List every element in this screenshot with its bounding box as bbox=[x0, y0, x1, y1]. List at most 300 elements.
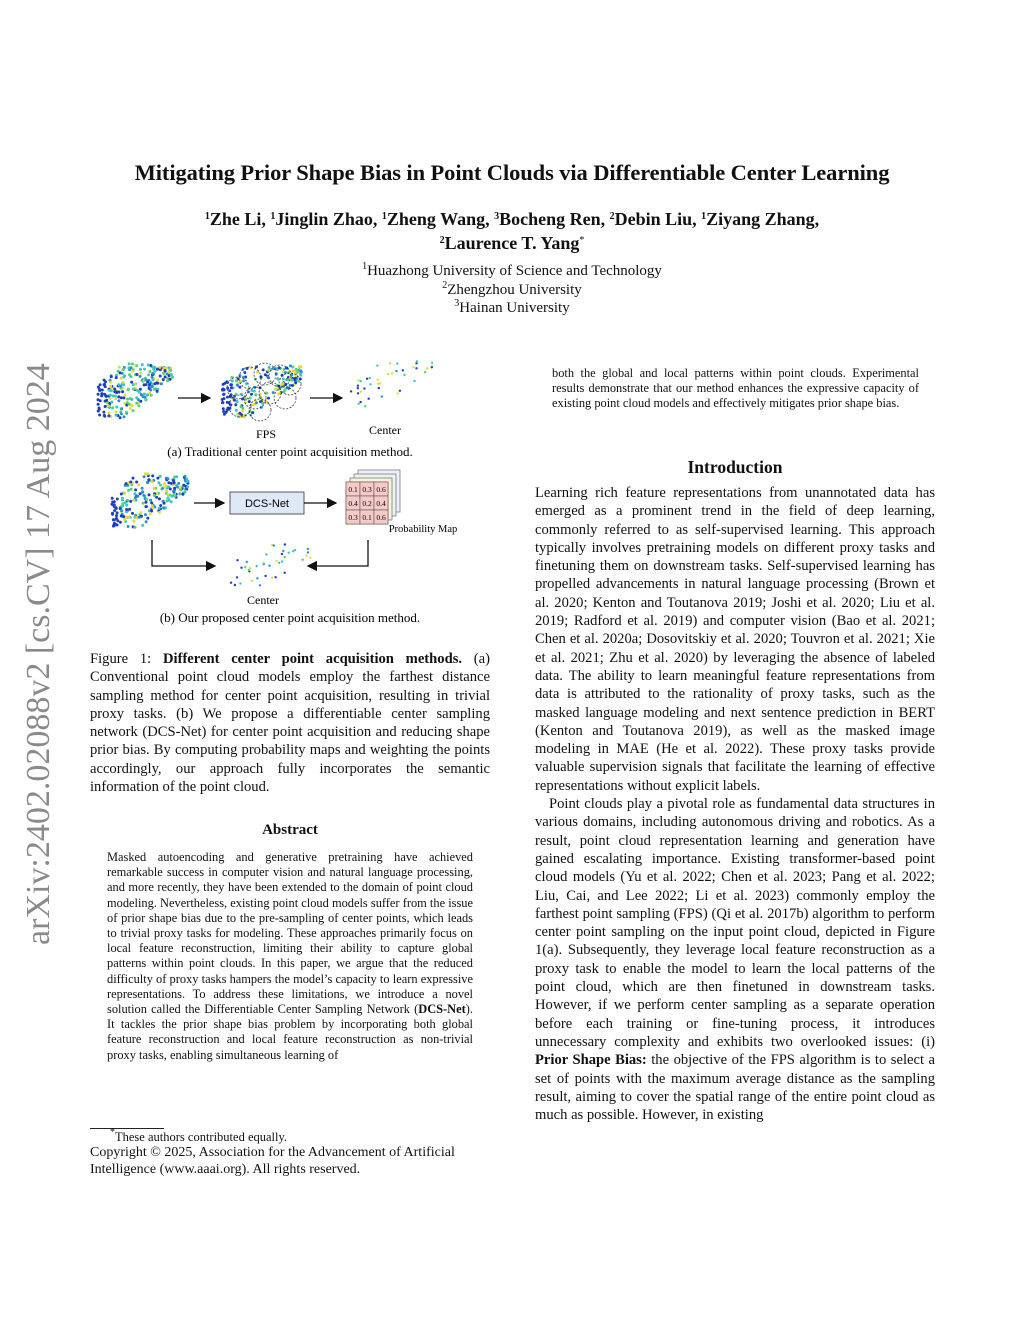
point bbox=[376, 364, 378, 366]
point bbox=[268, 565, 270, 567]
point bbox=[164, 376, 167, 379]
point bbox=[116, 498, 119, 501]
point bbox=[129, 481, 132, 484]
point bbox=[271, 577, 273, 579]
point bbox=[97, 386, 100, 389]
point bbox=[357, 387, 359, 389]
author: $^2$Debin Liu, bbox=[609, 209, 697, 229]
point bbox=[107, 414, 110, 417]
point bbox=[184, 475, 187, 478]
point bbox=[221, 398, 224, 401]
author: $^1$Ziyang Zhang, bbox=[701, 209, 820, 229]
arrow-b3 bbox=[152, 540, 215, 566]
point bbox=[133, 520, 136, 523]
point bbox=[262, 368, 265, 371]
point bbox=[186, 485, 189, 488]
point bbox=[226, 396, 229, 399]
point bbox=[158, 511, 161, 514]
point bbox=[305, 554, 307, 556]
point bbox=[125, 508, 128, 511]
point bbox=[379, 382, 381, 384]
point bbox=[125, 482, 128, 485]
point bbox=[120, 509, 123, 512]
point bbox=[292, 369, 295, 372]
point bbox=[230, 386, 233, 389]
point bbox=[101, 389, 104, 392]
point bbox=[156, 379, 159, 382]
point bbox=[98, 389, 101, 392]
affiliation: $^1$Huazhong University of Science and Technology bbox=[362, 261, 662, 279]
point bbox=[182, 484, 185, 487]
point bbox=[111, 512, 114, 515]
point bbox=[115, 514, 118, 517]
point bbox=[250, 389, 253, 392]
point bbox=[288, 552, 290, 554]
point bbox=[249, 567, 251, 569]
point bbox=[104, 385, 107, 388]
point bbox=[151, 474, 154, 477]
point bbox=[110, 375, 113, 378]
point bbox=[121, 390, 124, 393]
point bbox=[251, 580, 253, 582]
point bbox=[119, 521, 122, 524]
point bbox=[116, 511, 119, 514]
point bbox=[228, 389, 231, 392]
point bbox=[167, 366, 170, 369]
subcaption-b: (b) Our proposed center point acquisition method. bbox=[159, 610, 421, 625]
point bbox=[297, 380, 300, 383]
point bbox=[141, 491, 144, 494]
point bbox=[149, 364, 152, 367]
point bbox=[179, 486, 182, 489]
point bbox=[115, 376, 118, 379]
point bbox=[141, 524, 144, 527]
point bbox=[364, 405, 366, 407]
point bbox=[233, 399, 236, 402]
point bbox=[109, 394, 112, 397]
point bbox=[387, 373, 389, 375]
point bbox=[153, 366, 156, 369]
point bbox=[300, 365, 303, 368]
point bbox=[115, 414, 118, 417]
point bbox=[166, 379, 169, 382]
point bbox=[399, 390, 401, 392]
point bbox=[130, 381, 133, 384]
point bbox=[97, 393, 100, 396]
point bbox=[276, 560, 278, 562]
probability-value: 0.6 bbox=[376, 485, 386, 494]
point bbox=[128, 508, 131, 511]
point bbox=[416, 360, 418, 362]
point bbox=[135, 499, 138, 502]
point bbox=[264, 575, 266, 577]
point bbox=[122, 383, 125, 386]
point bbox=[116, 519, 119, 522]
point bbox=[156, 382, 159, 385]
point bbox=[164, 369, 167, 372]
point bbox=[127, 525, 130, 528]
point bbox=[143, 383, 146, 386]
point bbox=[350, 390, 352, 392]
introduction-body bbox=[535, 484, 935, 1124]
point bbox=[121, 504, 124, 507]
point bbox=[284, 543, 286, 545]
point bbox=[122, 515, 125, 518]
point bbox=[156, 390, 159, 393]
point bbox=[261, 402, 264, 405]
point bbox=[145, 379, 148, 382]
point bbox=[222, 407, 225, 410]
point bbox=[163, 482, 166, 485]
point bbox=[158, 497, 161, 500]
point bbox=[153, 382, 156, 385]
point bbox=[291, 379, 294, 382]
center-points-a bbox=[350, 360, 433, 407]
point bbox=[278, 366, 281, 369]
point bbox=[267, 397, 270, 400]
point-cloud-input-a bbox=[97, 362, 175, 419]
point bbox=[104, 394, 107, 397]
point bbox=[239, 582, 241, 584]
point bbox=[118, 366, 121, 369]
point bbox=[149, 499, 152, 502]
arxiv-stamp: arXiv:2402.02088v2 [cs.CV] 17 Aug 2024 bbox=[20, 363, 57, 945]
point bbox=[154, 370, 157, 373]
point bbox=[363, 387, 365, 389]
point bbox=[104, 380, 107, 383]
point bbox=[250, 393, 253, 396]
point bbox=[126, 398, 129, 401]
point bbox=[368, 398, 370, 400]
point bbox=[122, 376, 125, 379]
probability-map bbox=[346, 470, 400, 524]
point bbox=[115, 507, 118, 510]
point bbox=[244, 566, 246, 568]
point bbox=[378, 387, 380, 389]
point bbox=[132, 499, 135, 502]
point bbox=[163, 502, 166, 505]
point bbox=[146, 481, 149, 484]
point bbox=[151, 506, 154, 509]
point bbox=[151, 385, 154, 388]
point bbox=[278, 562, 280, 564]
point bbox=[111, 501, 114, 504]
point bbox=[130, 488, 133, 491]
point bbox=[115, 406, 118, 409]
point bbox=[169, 488, 172, 491]
point bbox=[134, 526, 137, 529]
point bbox=[122, 381, 125, 384]
point bbox=[132, 388, 135, 391]
affiliation: $^3$Hainan University bbox=[454, 298, 570, 316]
point bbox=[170, 482, 173, 485]
point bbox=[396, 362, 398, 364]
point bbox=[158, 366, 161, 369]
point bbox=[144, 513, 147, 516]
point bbox=[127, 388, 130, 391]
point bbox=[111, 497, 114, 500]
point bbox=[177, 482, 180, 485]
point bbox=[114, 411, 117, 414]
point bbox=[395, 370, 397, 372]
point bbox=[301, 559, 303, 561]
point bbox=[158, 507, 161, 510]
point bbox=[151, 378, 154, 381]
point bbox=[143, 393, 146, 396]
point bbox=[119, 416, 122, 419]
point bbox=[112, 518, 115, 521]
point bbox=[369, 377, 371, 379]
fps-label: FPS bbox=[255, 427, 277, 441]
point bbox=[160, 382, 163, 385]
point bbox=[146, 394, 149, 397]
point bbox=[222, 410, 225, 413]
point bbox=[146, 517, 149, 520]
point bbox=[256, 565, 258, 567]
point bbox=[132, 477, 135, 480]
point bbox=[144, 505, 147, 508]
point bbox=[268, 366, 271, 369]
probability-value: 0.2 bbox=[362, 499, 372, 508]
point bbox=[149, 370, 152, 373]
point bbox=[221, 401, 224, 404]
probability-value: 0.6 bbox=[376, 513, 386, 522]
point bbox=[221, 389, 224, 392]
point bbox=[148, 383, 151, 386]
point bbox=[131, 512, 134, 515]
point bbox=[120, 493, 123, 496]
point bbox=[397, 392, 399, 394]
point bbox=[142, 494, 145, 497]
point bbox=[230, 582, 232, 584]
point bbox=[173, 476, 176, 479]
point bbox=[123, 492, 126, 495]
point bbox=[169, 378, 172, 381]
point bbox=[131, 404, 134, 407]
point bbox=[168, 499, 171, 502]
fps-circles bbox=[227, 363, 301, 421]
point bbox=[122, 368, 125, 371]
point bbox=[131, 370, 134, 373]
point bbox=[251, 411, 254, 414]
point bbox=[123, 415, 126, 418]
abstract-heading: Abstract bbox=[262, 822, 318, 838]
point bbox=[381, 395, 383, 397]
point bbox=[129, 397, 132, 400]
point bbox=[289, 364, 292, 367]
point bbox=[391, 372, 393, 374]
point bbox=[123, 518, 126, 521]
point bbox=[273, 544, 275, 546]
point bbox=[153, 487, 156, 490]
author: $^2$Laurence T. Yang* bbox=[439, 233, 585, 253]
point bbox=[284, 572, 286, 574]
point bbox=[128, 373, 131, 376]
point bbox=[282, 550, 284, 552]
point bbox=[431, 362, 433, 364]
probability-map-label: Probability Map bbox=[388, 524, 458, 535]
point bbox=[241, 398, 244, 401]
point bbox=[144, 472, 147, 475]
author-list bbox=[150, 207, 874, 255]
point bbox=[167, 477, 170, 480]
point bbox=[172, 479, 175, 482]
point bbox=[238, 386, 241, 389]
point bbox=[97, 403, 100, 406]
point bbox=[128, 362, 131, 365]
point bbox=[139, 368, 142, 371]
figure-caption: Figure 1: Different center point acquisition methods. (a) Conventional point cloud models employ the farthest distance sampling method for center point acquisition, resulting in trivial proxy tasks. (b) We propose a differentiable center sampling network (DCS-Net) for center point acquisition and reducing shape prior bias. By computing probability maps and weighting the points accordingly, our approach fully incorporates the semantic information of the point cloud. bbox=[90, 651, 490, 796]
point bbox=[222, 383, 225, 386]
point bbox=[412, 366, 414, 368]
point bbox=[159, 375, 162, 378]
point bbox=[120, 396, 123, 399]
point bbox=[170, 374, 173, 377]
point bbox=[140, 393, 143, 396]
affiliation: $^2$Zhengzhou University bbox=[442, 279, 582, 298]
point bbox=[236, 400, 239, 403]
center-label-b: Center bbox=[247, 593, 279, 607]
author: $^1$Zhe Li, bbox=[204, 209, 266, 229]
point bbox=[402, 369, 404, 371]
point bbox=[249, 414, 252, 417]
point bbox=[162, 506, 165, 509]
point bbox=[369, 383, 371, 385]
point bbox=[97, 398, 100, 401]
point bbox=[121, 499, 124, 502]
point bbox=[136, 389, 139, 392]
point bbox=[139, 511, 142, 514]
point bbox=[259, 584, 261, 586]
point bbox=[127, 516, 130, 519]
point bbox=[142, 502, 145, 505]
point bbox=[307, 548, 309, 550]
point bbox=[231, 379, 234, 382]
point bbox=[113, 522, 116, 525]
point bbox=[424, 371, 426, 373]
point bbox=[120, 407, 123, 410]
point bbox=[431, 366, 433, 368]
paragraph: Point clouds play a pivotal role as fundamental data structures in various domains, including autonomous driving and robotics. As a result, point cloud representation learning and generation have gained escalating importance. Existing transformer-based point cloud models (Yu et al. 2022; Chen et al. 2023; Pang et al. 2022; Liu, Cai, and Lee 2022; Li et al. 2023) commonly employ the farthest point sampling (FPS) (Qi et al. 2017b) algorithm to perform center point sampling on the input point cloud, depicted in Figure 1(a). Subsequently, they leverage local feature reconstruction as a proxy task to enable the model to learn the local patterns of the point cloud, which are then finetuned in downstream tasks. However, if we perform center sampling as a separate operation before each training or fine-tuning process, it introduces unnecessary complexity and exhibits two overlooked issues: (i) Prior Shape Bias: the objective of the FPS algorithm is to select a set of points with the maximum average distance as the sampling result, aiming to cover the spatial range of the entire point cloud as much as possible. However, in existing bbox=[535, 796, 935, 1124]
point bbox=[139, 492, 142, 495]
point bbox=[263, 562, 265, 564]
point bbox=[98, 407, 101, 410]
point bbox=[176, 486, 179, 489]
point bbox=[291, 384, 294, 387]
point bbox=[129, 407, 132, 410]
point bbox=[162, 378, 165, 381]
point bbox=[132, 409, 135, 412]
point bbox=[307, 551, 309, 553]
point bbox=[125, 504, 128, 507]
point bbox=[276, 377, 279, 380]
point bbox=[153, 494, 156, 497]
point bbox=[294, 549, 296, 551]
point bbox=[166, 493, 169, 496]
point bbox=[109, 385, 112, 388]
point bbox=[134, 488, 137, 491]
point bbox=[157, 481, 160, 484]
point bbox=[309, 556, 311, 558]
point bbox=[236, 576, 238, 578]
point bbox=[159, 475, 162, 478]
point bbox=[359, 401, 361, 403]
point bbox=[265, 392, 268, 395]
point bbox=[360, 391, 362, 393]
affiliations bbox=[262, 262, 762, 318]
point bbox=[126, 499, 129, 502]
point bbox=[235, 409, 238, 412]
abstract-text: Masked autoencoding and generative pretraining have achieved remarkable success in computer vision and natural language processing, and more recently, they have been extended to the domain of point cloud modeling. Nevertheless, existing point cloud models suffer from the issue of prior shape bias due to the pre-sampling of center points, which leads to trivial proxy tasks for modeling. These approaches primarily focus on local feature reconstruction, limiting their ability to capture global patterns within point clouds. In this paper, we argue that the reduced difficulty of proxy tasks hampers the model’s capacity to learn expressive representations. To address these limitations, we introduce a novel solution called the Differentiable Center Sampling Network (DCS-Net). It tackles the prior shape bias problem by incorporating both global feature reconstruction and local feature reconstruction as non-trivial proxy tasks, enabling simultaneous learning of bbox=[107, 850, 473, 1062]
point bbox=[226, 401, 229, 404]
point bbox=[103, 414, 106, 417]
point bbox=[181, 493, 184, 496]
point bbox=[265, 553, 267, 555]
author: $^1$Jinglin Zhao, bbox=[270, 209, 378, 229]
point bbox=[156, 477, 159, 480]
point bbox=[147, 373, 150, 376]
point bbox=[117, 399, 120, 402]
subcaption-a: (a) Traditional center point acquisition method. bbox=[167, 444, 413, 459]
point bbox=[296, 370, 299, 373]
point bbox=[147, 478, 150, 481]
point bbox=[284, 556, 286, 558]
point bbox=[151, 376, 154, 379]
point bbox=[229, 404, 232, 407]
point bbox=[120, 377, 123, 380]
point bbox=[130, 366, 133, 369]
point bbox=[135, 402, 138, 405]
point bbox=[415, 367, 417, 369]
point bbox=[102, 411, 105, 414]
point bbox=[167, 371, 170, 374]
point bbox=[139, 375, 142, 378]
point bbox=[129, 500, 132, 503]
paper-title: Mitigating Prior Shape Bias in Point Clouds via Differentiable Center Learning bbox=[134, 160, 890, 185]
point bbox=[109, 381, 112, 384]
point bbox=[294, 377, 297, 380]
point bbox=[114, 397, 117, 400]
point bbox=[148, 392, 151, 395]
point bbox=[135, 481, 138, 484]
point bbox=[254, 393, 257, 396]
point bbox=[149, 513, 152, 516]
point bbox=[105, 399, 108, 402]
section-heading-introduction: Introduction bbox=[687, 457, 783, 477]
point bbox=[377, 379, 379, 381]
point bbox=[274, 576, 276, 578]
point bbox=[178, 492, 181, 495]
point bbox=[150, 501, 153, 504]
center-points-b bbox=[230, 543, 312, 586]
point bbox=[426, 367, 428, 369]
footnote-rule bbox=[90, 1128, 164, 1129]
arrow-b4 bbox=[308, 540, 368, 566]
probability-value: 0.1 bbox=[362, 513, 372, 522]
point bbox=[234, 584, 236, 586]
point bbox=[131, 362, 134, 365]
point bbox=[226, 387, 229, 390]
point bbox=[243, 371, 246, 374]
point bbox=[125, 411, 128, 414]
point bbox=[172, 493, 175, 496]
copyright-notice: Copyright © 2025, Association for the Advancement of Artificial Intelligence (www.aaai.org). All rights reserved. bbox=[90, 1145, 455, 1177]
point bbox=[186, 480, 189, 483]
probability-value: 0.1 bbox=[348, 485, 358, 494]
point bbox=[144, 398, 147, 401]
point bbox=[147, 364, 150, 367]
point bbox=[413, 380, 415, 382]
